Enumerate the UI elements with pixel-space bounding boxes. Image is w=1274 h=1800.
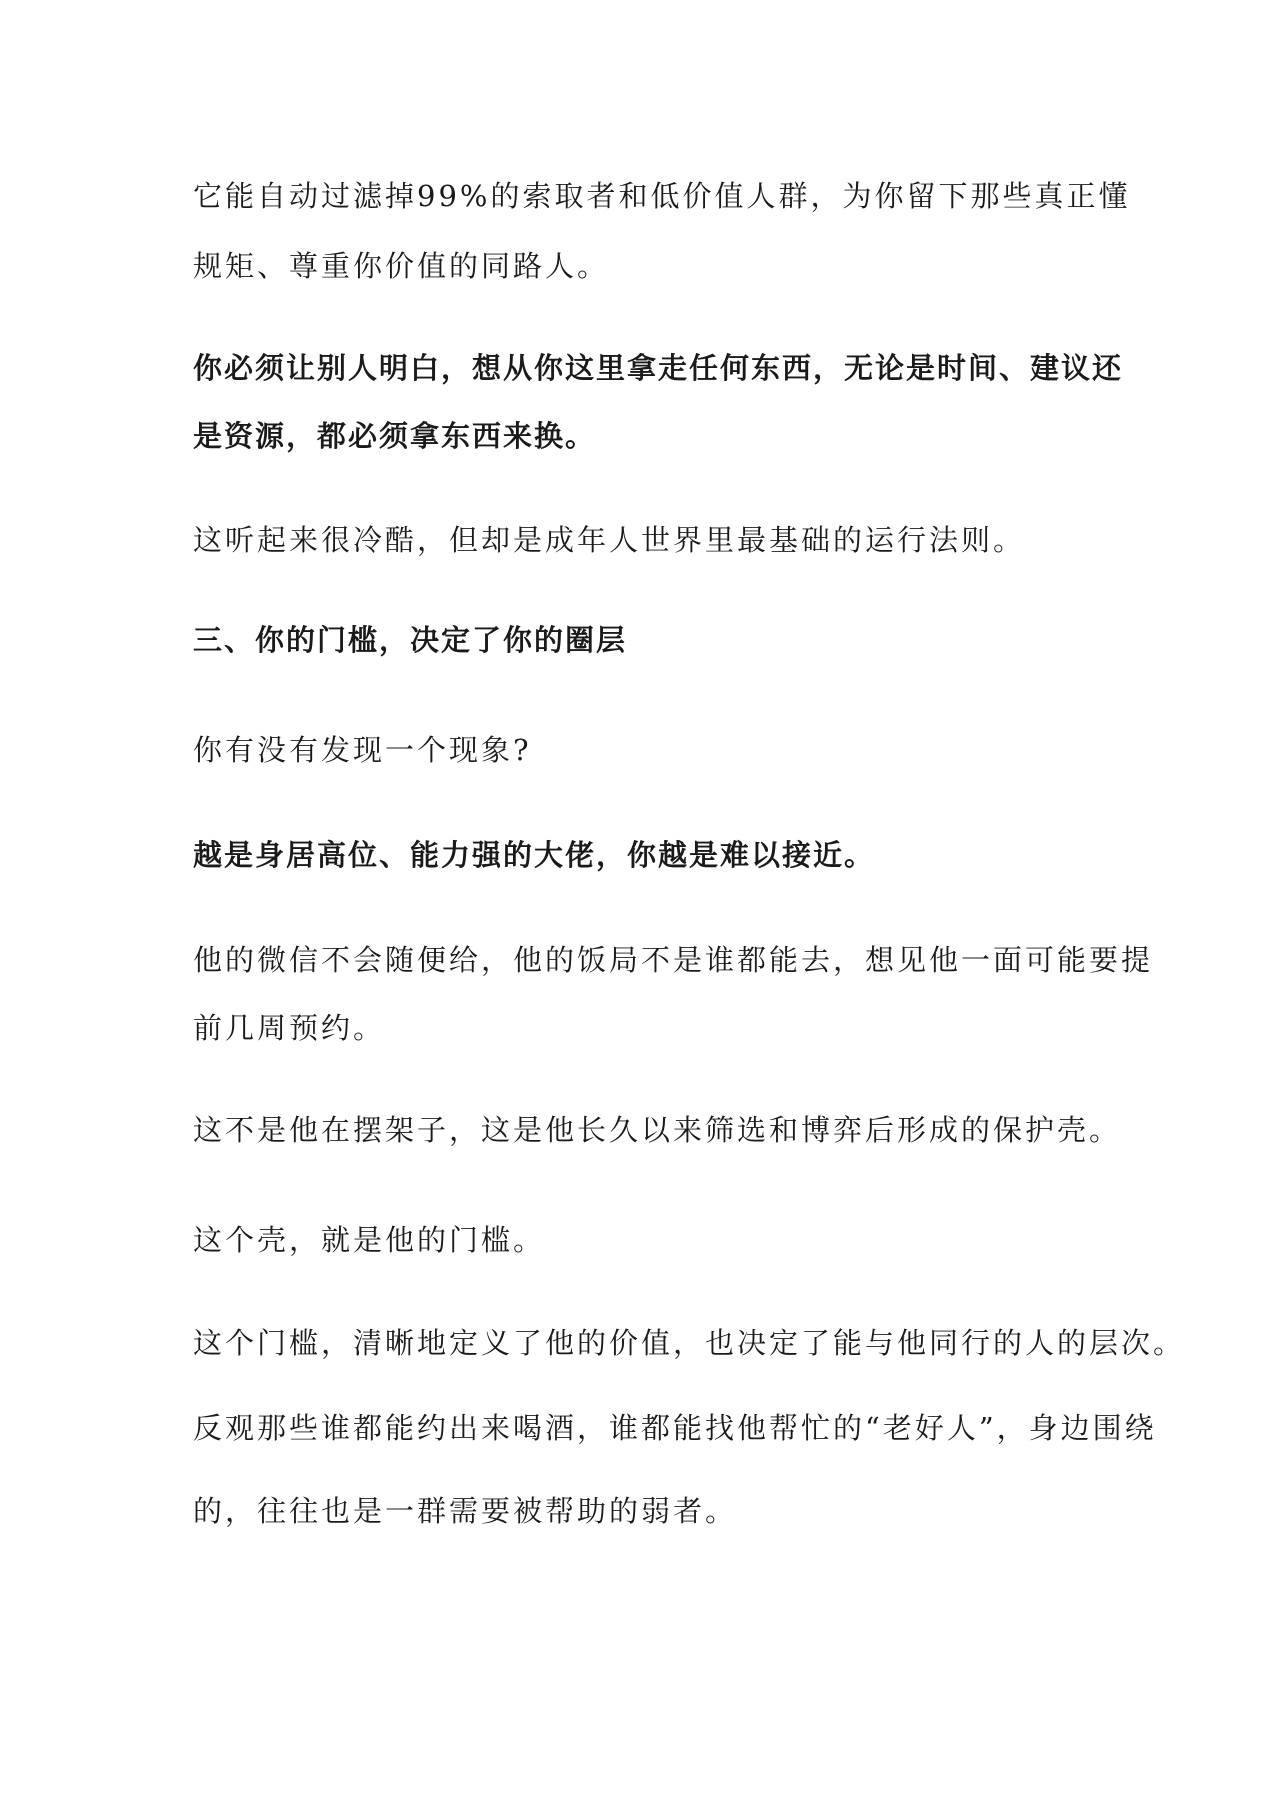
body-text-line: 前几周预约。: [193, 1011, 386, 1045]
body-text-line: 这不是他在摆架子，这是他长久以来筛选和博弈后形成的保护壳。: [193, 1113, 1122, 1147]
body-text-line: 规矩、尊重你价值的同路人。: [193, 249, 610, 283]
bold-text-line: 是资源，都必须拿东西来换。: [193, 419, 597, 453]
body-text-line: 的，往往也是一群需要被帮助的弱者。: [193, 1494, 738, 1528]
body-text-line: 你有没有发现一个现象?: [193, 733, 532, 767]
body-text-line: 它能自动过滤掉99%的索取者和低价值人群，为你留下那些真正懂: [193, 179, 1131, 213]
body-text-line: 这听起来很冷酷，但却是成年人世界里最基础的运行法则。: [193, 523, 1026, 557]
bold-text-line: 越是身居高位、能力强的大佬，你越是难以接近。: [193, 838, 876, 872]
body-text-line: 这个壳，就是他的门槛。: [193, 1223, 546, 1257]
body-text-line: 他的微信不会随便给，他的饭局不是谁都能去，想见他一面可能要提: [193, 943, 1154, 977]
section-heading: 三、你的门槛，决定了你的圈层: [193, 623, 628, 657]
body-text-line: 反观那些谁都能约出来喝酒，谁都能找他帮忙的“老好人”，身边围绕: [193, 1411, 1157, 1445]
body-text-line: 这个门槛，清晰地定义了他的价值，也决定了能与他同行的人的层次。: [193, 1326, 1186, 1360]
bold-text-line: 你必须让别人明白，想从你这里拿走任何东西，无论是时间、建议还: [193, 351, 1124, 385]
